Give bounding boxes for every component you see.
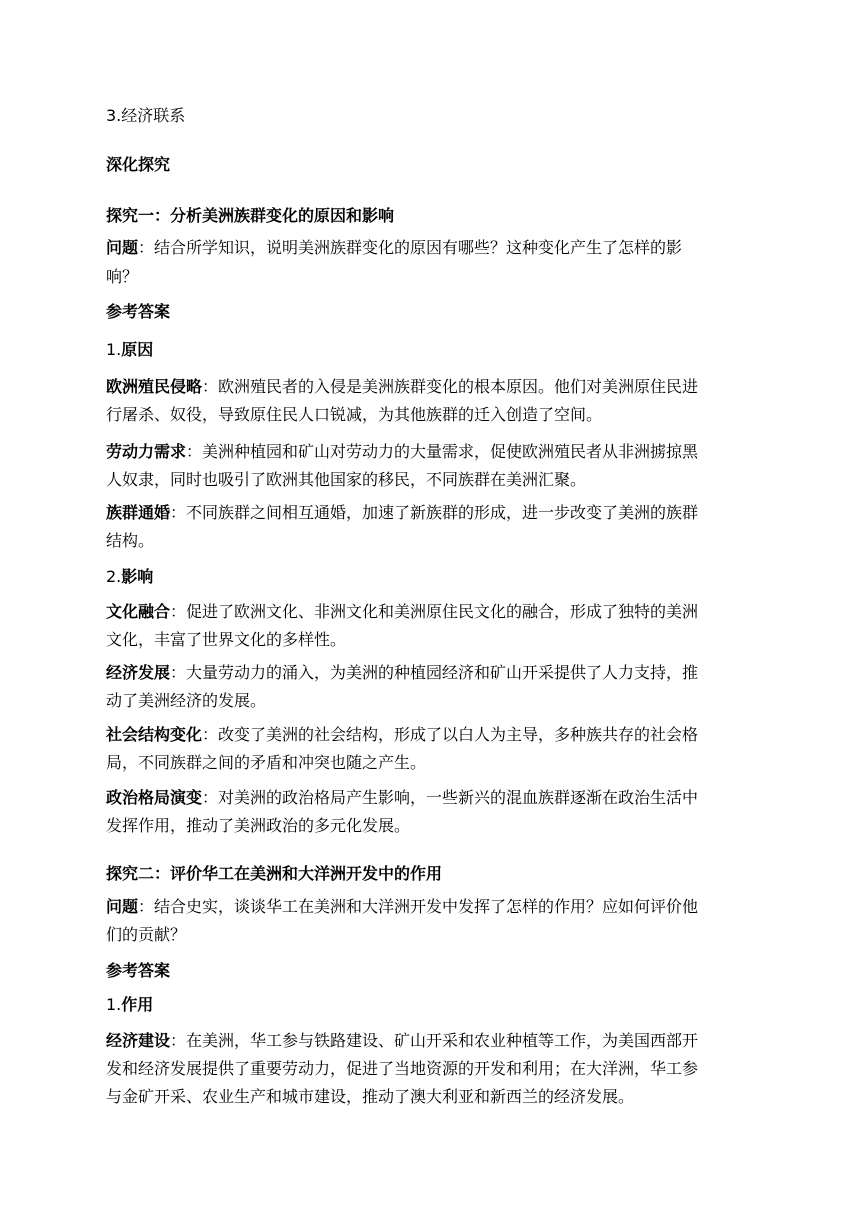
numbered-heading: 1.原因 [106, 340, 154, 359]
paragraph-line: 文化融合：促进了欧洲文化、非洲文化和美洲原住民文化的融合，形成了独特的美洲 [106, 602, 699, 621]
paragraph-line: 与金矿开采、农业生产和城市建设，推动了澳大利亚和新西兰的经济发展。 [106, 1087, 635, 1106]
inquiry-heading: 探究一：分析美洲族群变化的原因和影响 [106, 206, 395, 225]
paragraph-line: 劳动力需求：美洲种植园和矿山对劳动力的大量需求，促使欧洲殖民者从非洲掳掠黑 [106, 442, 699, 461]
numbered-heading: 2.影响 [106, 567, 154, 586]
question-line: 响？ [106, 267, 139, 286]
question-line: 问题：结合所学知识，说明美洲族群变化的原因有哪些？这种变化产生了怎样的影 [106, 238, 683, 257]
paragraph-line: 文化，丰富了世界文化的多样性。 [106, 630, 347, 649]
section-subheading: 3.经济联系 [106, 106, 186, 125]
question-line: 问题：结合史实，谈谈华工在美洲和大洋洲开发中发挥了怎样的作用？应如何评价他 [106, 897, 699, 916]
paragraph-line: 发和经济发展提供了重要劳动力，促进了当地资源的开发和利用；在大洋洲，华工参 [106, 1059, 699, 1078]
paragraph-line: 欧洲殖民侵略：欧洲殖民者的入侵是美洲族群变化的根本原因。他们对美洲原住民进 [106, 377, 699, 396]
section-heading: 深化探究 [106, 155, 171, 174]
answer-heading: 参考答案 [106, 302, 171, 321]
paragraph-line: 族群通婚：不同族群之间相互通婚，加速了新族群的形成，进一步改变了美洲的族群 [106, 503, 699, 522]
inquiry-heading: 探究二：评价华工在美洲和大洋洲开发中的作用 [106, 864, 443, 883]
paragraph-line: 发挥作用，推动了美洲政治的多元化发展。 [106, 816, 411, 835]
answer-heading: 参考答案 [106, 961, 171, 980]
paragraph-line: 人奴隶，同时也吸引了欧洲其他国家的移民，不同族群在美洲汇聚。 [106, 470, 587, 489]
question-line: 们的贡献？ [106, 925, 187, 944]
paragraph-line: 局，不同族群之间的矛盾和冲突也随之产生。 [106, 753, 427, 772]
paragraph-line: 结构。 [106, 531, 155, 550]
paragraph-line: 政治格局演变：对美洲的政治格局产生影响，一些新兴的混血族群逐渐在政治生活中 [106, 788, 699, 807]
paragraph-line: 行屠杀、奴役，导致原住民人口锐减，为其他族群的迁入创造了空间。 [106, 405, 603, 424]
numbered-heading: 1.作用 [106, 995, 154, 1014]
paragraph-line: 经济建设：在美洲，华工参与铁路建设、矿山开采和农业种植等工作，为美国西部开 [106, 1031, 699, 1050]
paragraph-line: 动了美洲经济的发展。 [106, 691, 267, 710]
paragraph-line: 经济发展：大量劳动力的涌入，为美洲的种植园经济和矿山开采提供了人力支持，推 [106, 663, 699, 682]
paragraph-line: 社会结构变化：改变了美洲的社会结构，形成了以白人为主导，多种族共存的社会格 [106, 725, 699, 744]
